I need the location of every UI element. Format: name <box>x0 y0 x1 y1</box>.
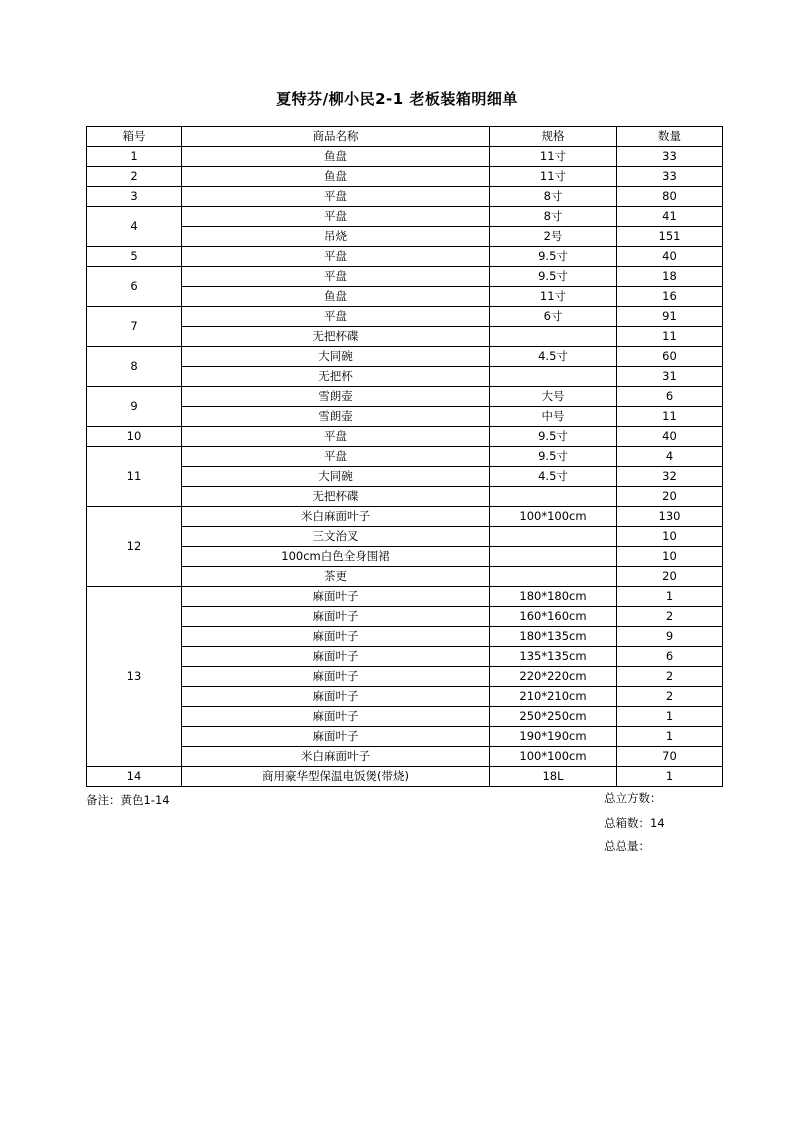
specification-cell: 250*250cm <box>490 707 617 727</box>
table-row <box>87 667 723 687</box>
product-name-cell: 100cm白色全身围裙 <box>182 547 490 567</box>
product-name-cell: 平盘 <box>182 427 490 447</box>
specification-cell: 2号 <box>490 227 617 247</box>
specification-cell: 8寸 <box>490 187 617 207</box>
specification-cell <box>490 327 617 347</box>
table-row <box>87 387 723 407</box>
header-box-number: 箱号 <box>87 127 182 147</box>
quantity-cell: 4 <box>617 447 723 467</box>
product-name-cell: 平盘 <box>182 307 490 327</box>
table-row <box>87 407 723 427</box>
product-name-cell: 麻面叶子 <box>182 687 490 707</box>
header-specification: 规格 <box>490 127 617 147</box>
product-name-cell: 无把杯碟 <box>182 487 490 507</box>
specification-cell <box>490 487 617 507</box>
page-title: 夏特芬/柳小民2-1 老板装箱明细单 <box>276 90 518 108</box>
box-number-cell: 3 <box>87 187 182 207</box>
product-name-cell: 鱼盘 <box>182 287 490 307</box>
specification-cell <box>490 527 617 547</box>
quantity-cell: 2 <box>617 607 723 627</box>
product-name-cell: 麻面叶子 <box>182 647 490 667</box>
quantity-cell: 151 <box>617 227 723 247</box>
quantity-cell: 6 <box>617 647 723 667</box>
product-name-cell: 雪朗壶 <box>182 387 490 407</box>
table-row <box>87 247 723 267</box>
table-row <box>87 227 723 247</box>
table-row <box>87 307 723 327</box>
table-row <box>87 767 723 787</box>
quantity-cell: 60 <box>617 347 723 367</box>
specification-cell: 9.5寸 <box>490 267 617 287</box>
product-name-cell: 商用豪华型保温电饭煲(带烧) <box>182 767 490 787</box>
header-quantity: 数量 <box>617 127 723 147</box>
box-number-cell: 12 <box>87 507 182 587</box>
table-row <box>87 487 723 507</box>
total-quantity-label: 总总量： <box>604 839 650 853</box>
box-number-cell: 10 <box>87 427 182 447</box>
product-name-cell: 大同碗 <box>182 347 490 367</box>
header-product-name: 商品名称 <box>182 127 490 147</box>
box-number-cell: 9 <box>87 387 182 427</box>
specification-cell: 100*100cm <box>490 747 617 767</box>
quantity-cell: 10 <box>617 547 723 567</box>
box-number-cell: 6 <box>87 267 182 307</box>
table-row <box>87 507 723 527</box>
product-name-cell: 大同碗 <box>182 467 490 487</box>
table-row <box>87 347 723 367</box>
box-number-cell: 4 <box>87 207 182 247</box>
box-number-cell: 2 <box>87 167 182 187</box>
specification-cell: 190*190cm <box>490 727 617 747</box>
product-name-cell: 平盘 <box>182 267 490 287</box>
quantity-cell: 6 <box>617 387 723 407</box>
product-name-cell: 平盘 <box>182 207 490 227</box>
product-name-cell: 麻面叶子 <box>182 627 490 647</box>
specification-cell: 11寸 <box>490 167 617 187</box>
product-name-cell: 麻面叶子 <box>182 707 490 727</box>
product-name-cell: 吊烧 <box>182 227 490 247</box>
table-row <box>87 327 723 347</box>
specification-cell: 135*135cm <box>490 647 617 667</box>
table-header-row <box>87 127 723 147</box>
specification-cell: 4.5寸 <box>490 347 617 367</box>
quantity-cell: 20 <box>617 487 723 507</box>
remark-note: 备注：黄色1-14 <box>86 793 170 807</box>
quantity-cell: 2 <box>617 687 723 707</box>
product-name-cell: 麻面叶子 <box>182 727 490 747</box>
product-name-cell: 平盘 <box>182 447 490 467</box>
table-row <box>87 367 723 387</box>
box-number-cell: 5 <box>87 247 182 267</box>
quantity-cell: 9 <box>617 627 723 647</box>
specification-cell: 180*135cm <box>490 627 617 647</box>
box-number-cell: 13 <box>87 587 182 767</box>
product-name-cell: 麻面叶子 <box>182 607 490 627</box>
specification-cell: 100*100cm <box>490 507 617 527</box>
table-row <box>87 567 723 587</box>
product-name-cell: 麻面叶子 <box>182 587 490 607</box>
product-name-cell: 平盘 <box>182 247 490 267</box>
specification-cell: 大号 <box>490 387 617 407</box>
specification-cell: 11寸 <box>490 147 617 167</box>
table-row <box>87 287 723 307</box>
table-row <box>87 607 723 627</box>
box-number-cell: 7 <box>87 307 182 347</box>
packing-list-table <box>86 126 723 787</box>
table-row <box>87 147 723 167</box>
specification-cell <box>490 367 617 387</box>
specification-cell: 8寸 <box>490 207 617 227</box>
product-name-cell: 麻面叶子 <box>182 667 490 687</box>
table-row <box>87 167 723 187</box>
table-row <box>87 707 723 727</box>
box-number-cell: 14 <box>87 767 182 787</box>
quantity-cell: 91 <box>617 307 723 327</box>
specification-cell <box>490 567 617 587</box>
box-number-cell: 11 <box>87 447 182 507</box>
quantity-cell: 33 <box>617 147 723 167</box>
specification-cell <box>490 547 617 567</box>
table-row <box>87 267 723 287</box>
specification-cell: 160*160cm <box>490 607 617 627</box>
specification-cell: 220*220cm <box>490 667 617 687</box>
quantity-cell: 16 <box>617 287 723 307</box>
specification-cell: 6寸 <box>490 307 617 327</box>
product-name-cell: 无把杯 <box>182 367 490 387</box>
quantity-cell: 130 <box>617 507 723 527</box>
quantity-cell: 18 <box>617 267 723 287</box>
quantity-cell: 32 <box>617 467 723 487</box>
quantity-cell: 1 <box>617 707 723 727</box>
quantity-cell: 33 <box>617 167 723 187</box>
quantity-cell: 80 <box>617 187 723 207</box>
product-name-cell: 平盘 <box>182 187 490 207</box>
table-row <box>87 627 723 647</box>
table-row <box>87 467 723 487</box>
quantity-cell: 41 <box>617 207 723 227</box>
table-row <box>87 447 723 467</box>
quantity-cell: 31 <box>617 367 723 387</box>
table-row <box>87 687 723 707</box>
table-row <box>87 587 723 607</box>
specification-cell: 210*210cm <box>490 687 617 707</box>
product-name-cell: 三文治叉 <box>182 527 490 547</box>
quantity-cell: 1 <box>617 587 723 607</box>
quantity-cell: 70 <box>617 747 723 767</box>
table-row <box>87 187 723 207</box>
specification-cell: 4.5寸 <box>490 467 617 487</box>
product-name-cell: 鱼盘 <box>182 147 490 167</box>
total-volume-label: 总立方数： <box>604 791 662 805</box>
product-name-cell: 无把杯碟 <box>182 327 490 347</box>
product-name-cell: 米白麻面叶子 <box>182 507 490 527</box>
specification-cell: 9.5寸 <box>490 427 617 447</box>
table-row <box>87 547 723 567</box>
quantity-cell: 10 <box>617 527 723 547</box>
quantity-cell: 20 <box>617 567 723 587</box>
quantity-cell: 40 <box>617 247 723 267</box>
table-body <box>87 147 723 787</box>
quantity-cell: 11 <box>617 407 723 427</box>
specification-cell: 9.5寸 <box>490 447 617 467</box>
box-number-cell: 1 <box>87 147 182 167</box>
specification-cell: 11寸 <box>490 287 617 307</box>
specification-cell: 18L <box>490 767 617 787</box>
table-row <box>87 427 723 447</box>
product-name-cell: 雪朗壶 <box>182 407 490 427</box>
table-row <box>87 747 723 767</box>
table-row <box>87 647 723 667</box>
specification-cell: 9.5寸 <box>490 247 617 267</box>
product-name-cell: 鱼盘 <box>182 167 490 187</box>
box-number-cell: 8 <box>87 347 182 387</box>
quantity-cell: 1 <box>617 767 723 787</box>
specification-cell: 中号 <box>490 407 617 427</box>
total-boxes-label: 总箱数：14 <box>604 816 665 830</box>
quantity-cell: 11 <box>617 327 723 347</box>
quantity-cell: 1 <box>617 727 723 747</box>
product-name-cell: 米白麻面叶子 <box>182 747 490 767</box>
quantity-cell: 2 <box>617 667 723 687</box>
table-row <box>87 727 723 747</box>
quantity-cell: 40 <box>617 427 723 447</box>
specification-cell: 180*180cm <box>490 587 617 607</box>
product-name-cell: 茶更 <box>182 567 490 587</box>
table-row <box>87 207 723 227</box>
table-row <box>87 527 723 547</box>
